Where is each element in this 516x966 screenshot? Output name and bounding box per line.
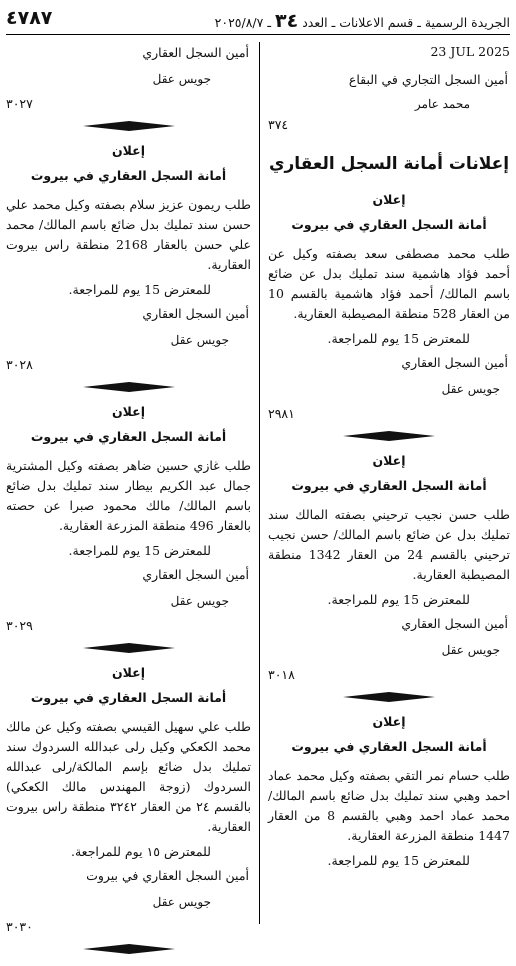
objection-period: للمعترض 15 يوم للمراجعة. — [68, 543, 211, 558]
notice-body: طلب ريمون عزيز سلام بصفته وكيل محمد علي حسن سند تمليك بدل ضائع باسم المالك/ محمد علي حسن بالعقار 2168 منطقة راس بيروت العقارية. — [6, 197, 252, 272]
signature-name: جويس عقل — [441, 643, 500, 657]
separator-ornament — [6, 944, 251, 954]
signature-title: أمين السجل العقاري — [401, 355, 508, 370]
signature-name: جويس عقل — [152, 72, 211, 86]
notice — [268, 714, 510, 870]
notice-body: طلب علي سهيل القيسي بصفته وكيل عن مالك محمد الكعكي وكيل رلى عبدالله السردوك سند تمليك بدل ضائع بإسم المالكة/رلى عبدالله السردوك (زوجة المهندس مالك الكعكي) بالقسم ٢٤ من العقار ٣٢٤٢ منطقة راس بيروت العقارية. — [6, 719, 251, 834]
separator-ornament — [6, 121, 251, 131]
signature-title: أمين السجل العقاري — [142, 567, 249, 582]
stamp-date: 23 JUL 2025 — [430, 44, 510, 59]
signature-name: محمد عامر — [414, 97, 470, 111]
signature-title: أمين السجل العقاري — [142, 306, 249, 321]
right-column — [268, 44, 510, 876]
notice-number: ٣٠٢٧ — [6, 96, 33, 111]
separator-ornament — [6, 382, 251, 392]
separator-ornament — [6, 643, 251, 653]
notice-number: ٣٠١٨ — [268, 667, 295, 682]
page-number: ٤٧٨٧ — [6, 7, 53, 29]
objection-period: للمعترض ١٥ يوم للمراجعة. — [70, 844, 211, 859]
notice — [6, 404, 251, 633]
notice-number: ٣٠٢٨ — [6, 357, 33, 372]
notice — [268, 453, 510, 682]
signature-name: جويس عقل — [441, 382, 500, 396]
notice-body: طلب حسن نجيب ترحيني بصفته المالك سند تمليك بدل عن ضائع باسم المالك/ حسن نجيب ترحيني بالقسم 24 من العقار 1342 منطقة المصيطبة العقارية. — [268, 507, 510, 582]
signature-title: أمين السجل العقاري — [142, 45, 249, 60]
notice — [268, 192, 510, 421]
left-column — [6, 44, 251, 966]
gazette-title — [215, 10, 510, 32]
separator-ornament — [268, 431, 510, 441]
objection-period: للمعترض 15 يوم للمراجعة. — [327, 853, 470, 868]
notice-title: إعلان — [372, 192, 406, 207]
objection-period: للمعترض 15 يوم للمراجعة. — [68, 282, 211, 297]
notice-body: طلب محمد مصطفى سعد بصفته وكيل عن أحمد فؤاد هاشمية سند تمليك بدل عن ضائع باسم المالك/ أحمد فؤاد هاشمية بالقسم 10 من العقار 528 منطقة المصيطبة العقارية. — [268, 246, 510, 321]
signature-name: جويس عقل — [170, 594, 229, 608]
separator-ornament — [268, 692, 510, 702]
notice-body: طلب غازي حسين ضاهر بصفته وكيل المشترية جمال عبد الكريم بيطار سند تمليك بدل ضائع باسم المالك/ مالك محمود صبرا عن حصته بالعقار 496 منطقة المزرعة العقارية. — [6, 458, 251, 533]
notice-subtitle: أمانة السجل العقاري في بيروت — [291, 217, 487, 232]
signature-title: أمين السجل العقاري — [401, 616, 508, 631]
notice-subtitle: أمانة السجل العقاري في بيروت — [30, 690, 227, 705]
signature-name: جويس عقل — [152, 895, 211, 909]
signature-name: جويس عقل — [170, 333, 229, 347]
page-header — [6, 4, 510, 35]
notice — [6, 143, 251, 372]
notice-subtitle: أمانة السجل العقاري في بيروت — [30, 429, 227, 444]
notice-subtitle: أمانة السجل العقاري في بيروت — [30, 168, 227, 183]
issue-date: ـ ٢٠٢٥/٨/٧ — [214, 15, 272, 30]
notice-number: ٢٩٨١ — [268, 406, 295, 421]
notice-title: إعلان — [112, 404, 145, 419]
column-divider — [259, 42, 260, 924]
notice-title: إعلان — [112, 143, 145, 158]
notice-title: إعلان — [372, 453, 406, 468]
notice-subtitle: أمانة السجل العقاري في بيروت — [291, 478, 487, 493]
notice-number: ٣٠٢٩ — [6, 618, 33, 633]
issue-number: ٣٤ — [275, 10, 299, 32]
signature-title: أمين السجل العقاري في بيروت — [86, 868, 249, 883]
notice-title: إعلان — [112, 665, 145, 680]
notice-number: ٣٧٤ — [268, 117, 289, 132]
notice-subtitle: أمانة السجل العقاري في بيروت — [291, 739, 487, 754]
notice-title: إعلان — [372, 714, 406, 729]
signature-title: أمين السجل التجاري في البقاع — [348, 72, 508, 87]
notice-body: طلب حسام نمر التقي بصفته وكيل محمد عماد احمد وهبي سند تمليك بدل ضائع باسم المالك/ محمد عماد احمد وهبي بالقسم 8 من العقار 1447 منطقة المزرعة العقارية. — [268, 768, 510, 843]
notice — [6, 665, 251, 934]
section-title: إعلانات أمانة السجل العقاري — [268, 154, 510, 174]
gazette-title-prefix: الجريدة الرسمية ـ قسم الاعلانات ـ العدد — [302, 15, 510, 30]
notice-number: ٣٠٣٠ — [6, 919, 33, 934]
objection-period: للمعترض 15 يوم للمراجعة. — [327, 331, 470, 346]
objection-period: للمعترض 15 يوم للمراجعة. — [327, 592, 470, 607]
